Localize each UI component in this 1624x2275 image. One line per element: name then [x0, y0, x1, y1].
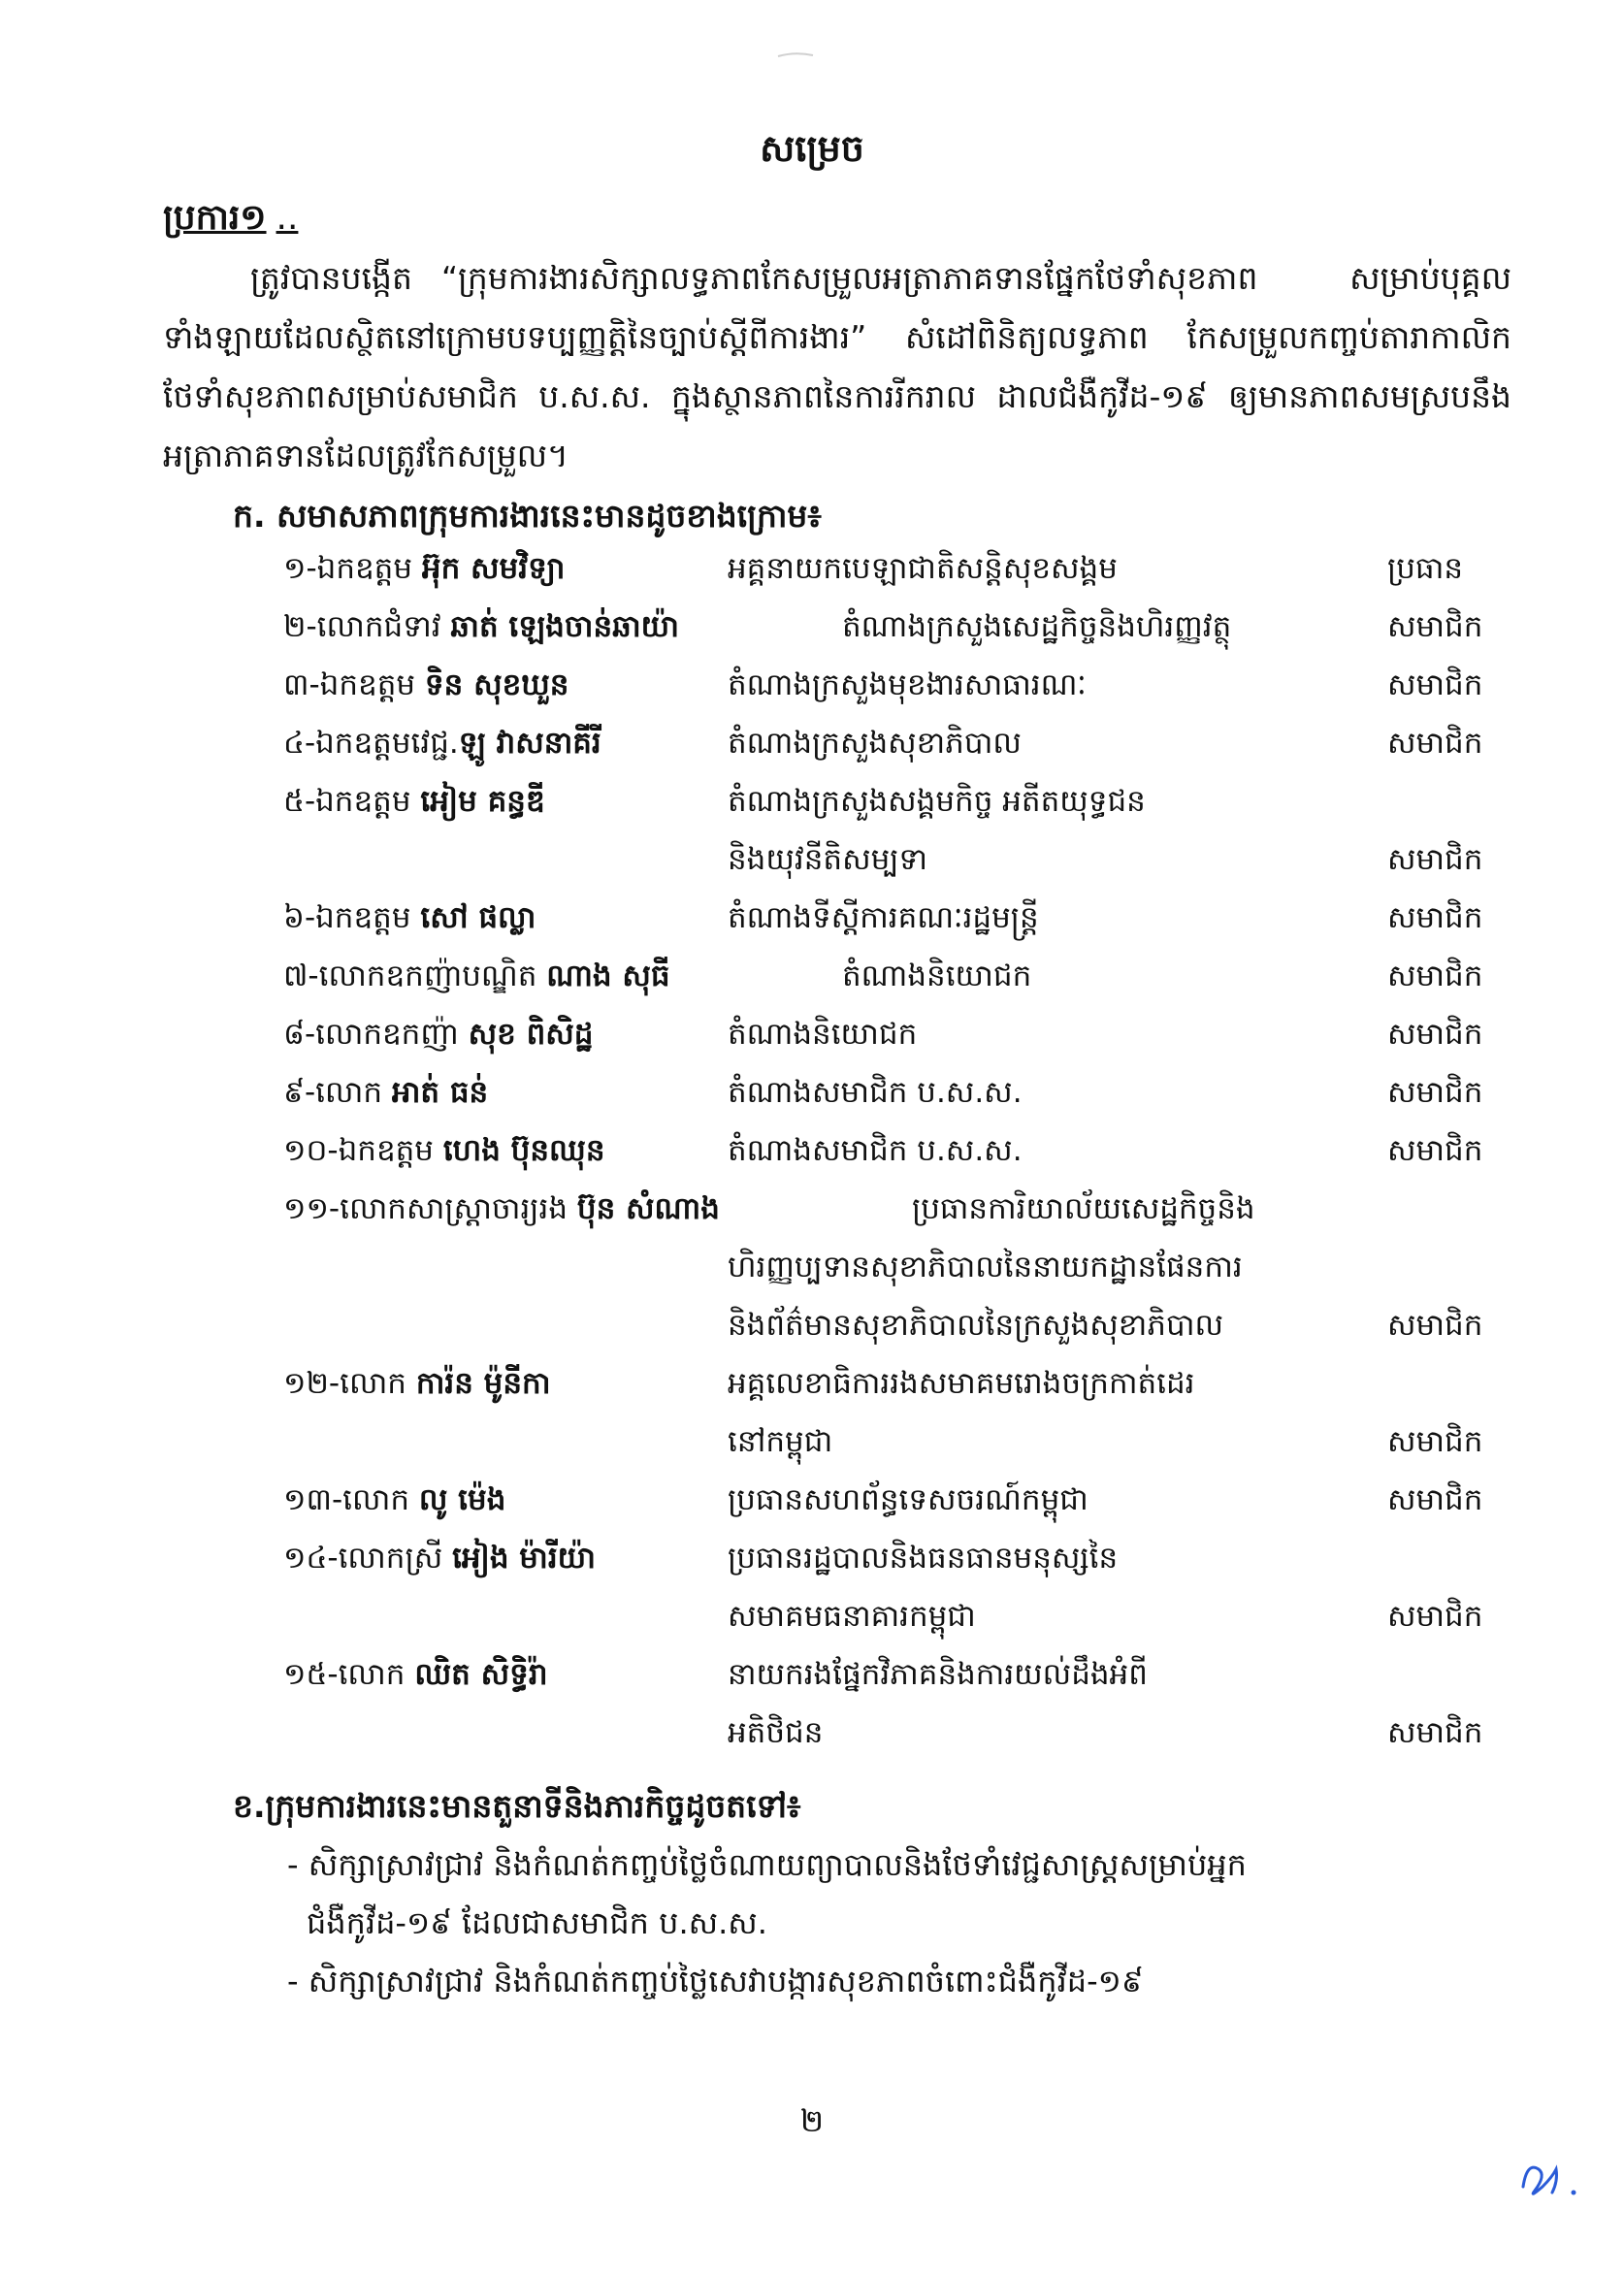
member-role: សមាជិក [1387, 842, 1483, 877]
member-role: សមាជិក [1387, 609, 1483, 644]
member-name: ១៣-លោក លូ ម៉េង [283, 1482, 506, 1517]
member-name: ៣-ឯកឧត្តម ទិន សុខឃួន [283, 667, 569, 702]
member-name: ១០-ឯកឧត្តម ហេង ប៊ុនឈុន [283, 1133, 605, 1168]
duty-line: - សិក្សាស្រាវជ្រាវ និងកំណត់កញ្ចប់ថ្លៃចំណាយព្យាបាលនិងថែទាំវេជ្ជសាស្ត្រសម្រាប់អ្នក [287, 1846, 1247, 1883]
member-name: ៩-លោក អាត់ ធន់ [283, 1075, 489, 1110]
member-name: ១-ឯកឧត្តម អ៊ុក សមវិទ្យា [283, 551, 566, 586]
member-name: ១៥-លោក ឈិត សិទ្ធិរ៉ា [283, 1657, 548, 1692]
duty-line-cont: ជំងឺកូវីដ-១៩ ដែលជាសមាជិក ប.ស.ស. [307, 1904, 767, 1941]
article-heading [163, 194, 298, 243]
member-org: អគ្គលេខាធិការរងសមាគមរោងចក្រកាត់ដេរ [728, 1366, 1195, 1401]
member-role: សមាជិក [1387, 959, 1483, 993]
member-name: ១២-លោក ការ៉ន ម៉ូនីកា [283, 1366, 551, 1401]
member-role: សមាជិក [1387, 726, 1483, 761]
member-org-cont: ហិរញ្ញប្បទានសុខាភិបាលនៃនាយកដ្ឋានផែនការ [728, 1250, 1243, 1284]
member-role: សមាជិក [1387, 1715, 1483, 1750]
member-name: ៤-ឯកឧត្តមវេជ្ជ.ឡូ វាសនាគីរី [283, 726, 601, 761]
member-org: តំណាងក្រសួងសុខាភិបាល [728, 726, 1022, 761]
handwritten-initials-icon [1513, 2148, 1591, 2206]
member-org: នាយករងផ្នែកវិភាគនិងការយល់ដឹងអំពី [728, 1657, 1148, 1692]
article-label: ប្រការ១ [163, 198, 267, 238]
duty-item [287, 1952, 1519, 2010]
member-org: ប្រធានសហព័ន្ធទេសចរណ៍កម្ពុជា [728, 1482, 1088, 1517]
intro-text: ត្រូវបានបង្កើត [250, 259, 412, 297]
member-name: ២-លោកជំទាវ ឆាត់ ឡេងចាន់ឆាយ៉ា [283, 609, 679, 644]
member-role: សមាជិក [1387, 1424, 1483, 1459]
member-org: តំណាងនិយោជក [842, 959, 1032, 993]
member-name: ១១-លោកសាស្ត្រាចារ្យរង ប៊ុន សំណាង [283, 1191, 720, 1226]
member-role: សមាជិក [1387, 1017, 1483, 1052]
member-org-cont: និងយុវនីតិសម្បទា [728, 842, 928, 877]
member-org: ប្រធានការិយាល័យសេដ្ឋកិច្ចនិង [912, 1191, 1255, 1226]
member-org: តំណាងនិយោជក [728, 1017, 918, 1052]
member-org: តំណាងសមាជិក ប.ស.ស. [728, 1075, 1023, 1110]
intro-quote: “ក្រុមការងារសិក្សាលទ្ធភាពកែសម្រួលអត្រាភាគទានផ្នែកថែទាំសុខភាព សម្រាប់បុគ្គលទាំងឡាយដែលស្ថិតនៅក្រោមបទប្បញ្ញត្តិនៃច្បាប់ស្តីពីការងារ” សំដៅពិនិត្យលទ្ធភាព កែសម្រួលកញ្ចប់តារាកាលិកថែទាំសុខភាពសម្រាប់សមាជិក ប.ស.ស. ក្នុងស្ថានភាពនៃការរីករាល ដាលជំងឺកូវីដ-១៩ ឲ្យមានភាពសមស្របនឹងអត្រាភាគទានដែលត្រូវកែសម្រួល។ [163, 259, 1511, 474]
page-number: ២ [799, 2102, 825, 2139]
member-org-cont: និងព័ត៌មានសុខាភិបាលនៃក្រសួងសុខាភិបាល [728, 1308, 1224, 1343]
document-title: សម្រេច [760, 127, 864, 170]
member-org-cont: សមាគមធនាគារកម្ពុជា [728, 1599, 976, 1634]
member-org-cont: អតិថិជន [728, 1715, 824, 1750]
member-org: តំណាងសមាជិក ប.ស.ស. [728, 1133, 1023, 1168]
member-role: សមាជិក [1387, 1482, 1483, 1517]
member-role: សមាជិក [1387, 1075, 1483, 1110]
member-org: តំណាងក្រសួងសេដ្ឋកិច្ចនិងហិរញ្ញវត្ថុ [842, 609, 1232, 644]
member-org: តំណាងទីស្តីការគណៈរដ្ឋមន្ត្រី [728, 900, 1039, 935]
member-org: តំណាងក្រសួងមុខងារសាធារណៈ [728, 667, 1087, 702]
member-org: ប្រធានរដ្ឋបាលនិងធនធានមនុស្សនៃ [728, 1541, 1119, 1576]
member-name: ៥-ឯកឧត្តម អៀម គន្ធឌី [283, 784, 545, 819]
intro-paragraph [163, 248, 1511, 485]
member-org: តំណាងក្រសួងសង្គមកិច្ច អតីតយុទ្ធជន [728, 784, 1146, 819]
section-b-heading: ខ.ក្រុមការងារនេះមានតួនាទីនិងភារកិច្ចដូចតទៅ៖ [233, 1787, 801, 1825]
member-name: ៧-លោកឧកញ៉ាបណ្ឌិត ណាង សុធី [283, 959, 670, 993]
section-a-heading: ក. សមាសភាពក្រុមការងារនេះមានដូចខាងក្រោម៖ [233, 497, 822, 535]
member-name: ៦-ឯកឧត្តម សៅ ផល្លា [283, 900, 536, 935]
member-role: សមាជិក [1387, 1599, 1483, 1634]
scan-mark-icon [776, 50, 815, 60]
duty-line: - សិក្សាស្រាវជ្រាវ និងកំណត់កញ្ចប់ថ្លៃសេវាបង្ការសុខភាពចំពោះជំងឺកូវីដ-១៩ [287, 1963, 1144, 1999]
member-role: ប្រធាន [1387, 551, 1464, 586]
duty-item [287, 1836, 1519, 1952]
member-role: សមាជិក [1387, 667, 1483, 702]
member-role: សមាជិក [1387, 900, 1483, 935]
member-role: សមាជិក [1387, 1133, 1483, 1168]
member-name: ១៤-លោកស្រី អៀង ម៉ារីយ៉ា [283, 1541, 597, 1576]
member-org-cont: នៅកម្ពុជា [728, 1424, 833, 1459]
member-name: ៨-លោកឧកញ៉ា សុខ ពិសិដ្ឋ [283, 1017, 594, 1052]
article-dots: .. [276, 198, 299, 238]
member-org: អគ្គនាយកបេឡាជាតិសន្តិសុខសង្គម [728, 551, 1118, 586]
member-role: សមាជិក [1387, 1308, 1483, 1343]
